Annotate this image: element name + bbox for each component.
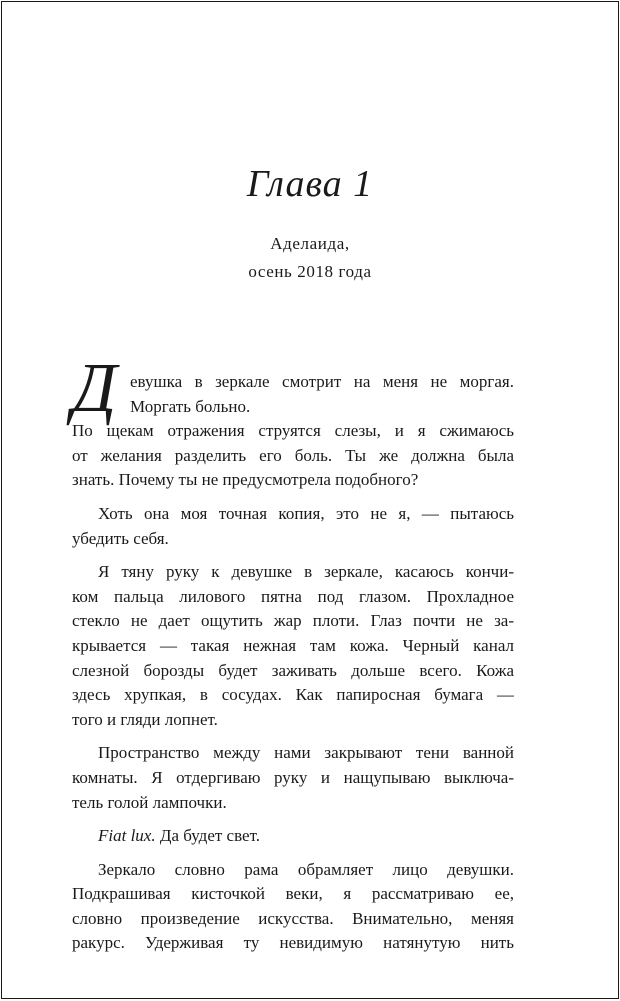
text-line: слезной борозды будет заживать дольше всего. Кожа [72,660,514,680]
text-line: Хоть она моя точная копия, это не я, — пытаюсь [98,503,514,523]
text-line: здесь хрупкая, в сосудах. Как папиросная бумага — [72,685,514,705]
text-line: По щекам отражения струятся слезы, и я сжимаюсь [72,421,514,441]
text-line: убедить себя. [72,528,169,548]
subtitle-place: Аделаида, [270,234,350,253]
latin-phrase: Fiat lux. [98,826,156,846]
text-line: тель голой лампочки. [72,792,227,812]
text-line: комнаты. Я отдергиваю руку и нащупываю выключа- [72,767,514,787]
chapter-title: Глава 1 [246,163,374,205]
text-line: словно произведение искусства. Внимательно, меняя [72,908,514,928]
subtitle-date: осень 2018 года [248,262,372,281]
text-line: Пространство между нами закрывают тени ванной [98,743,514,763]
text-line: Подкрашивая кисточкой веки, я рассматриваю ее, [72,884,514,904]
text-line: от желания разделить его боль. Ты же должна была [72,445,514,465]
text-fragment: Да будет свет. [155,826,260,846]
text-line: Зеркало словно рама обрамляет лицо девушки. [98,859,514,879]
book-page [1,1,619,999]
chapter-subtitle [2,230,618,286]
text-line: знать. Почему ты не предусмотрела подобного? [72,470,419,490]
body-text [72,350,514,956]
text-line: Моргать больно. [130,396,251,416]
text-line: ракурс. Удерживая ту невидимую натянутую нить [72,933,514,953]
text-line: ком пальца лилового пятна под глазом. Прохладное [72,586,514,606]
text-line: того и гляди лопнет. [72,709,218,729]
paragraph-1 [72,350,514,427]
drop-cap: Д [72,350,117,427]
text-line: стекло не дает ощутить жар плоти. Глаз почти не за- [72,611,514,631]
text-line: крывается — такая нежная там кожа. Черный канал [72,635,514,655]
text-line: Я тяну руку к девушке в зеркале, касаюсь кончи- [98,562,514,582]
text-line: евушка в зеркале смотрит на меня не моргая. [130,372,514,391]
text-line [72,824,514,849]
